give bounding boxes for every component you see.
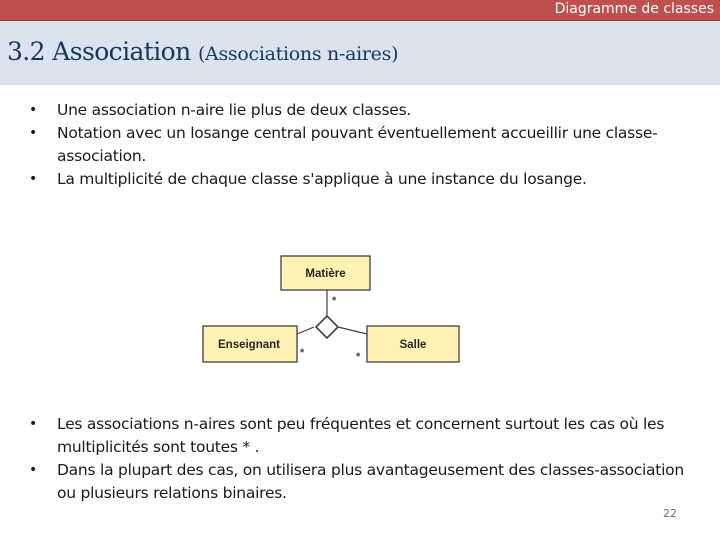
title-band: [0, 21, 720, 85]
class-name-salle: Salle: [399, 339, 427, 351]
class-name-enseignant: Enseignant: [218, 339, 280, 351]
n-ary-association-diagram: [196, 248, 466, 375]
slide-title-sub: (Associations n-aires): [197, 43, 399, 65]
bullet-item: [29, 459, 697, 505]
association-line-left: [297, 327, 314, 334]
section-title: Diagramme de classes: [554, 1, 714, 17]
bullet-text: Dans la plupart des cas, on utilisera plus avantageusement des classes-association ou plusieurs relations binaires.: [57, 461, 684, 502]
bullet-item: [29, 168, 697, 191]
page-number: 22: [663, 507, 677, 520]
bullet-text: La multiplicité de chaque classe s'applique à une instance du losange.: [57, 170, 587, 188]
bullet-text: Les associations n-aires sont peu fréquentes et concernent surtout les cas où les multiplicités sont toutes * .: [57, 415, 665, 456]
bullet-item: [29, 413, 697, 459]
bullet-icon: •: [29, 102, 38, 118]
bullet-text: Notation avec un losange central pouvant éventuellement accueillir une classe-association.: [57, 124, 658, 165]
bullet-list-top: [29, 99, 697, 191]
association-line-right: [338, 327, 367, 334]
header-bar: [0, 0, 720, 21]
association-diamond: [316, 316, 338, 338]
slide-title: [7, 37, 398, 66]
bullet-item: [29, 99, 697, 122]
bullet-text: Une association n-aire lie plus de deux classes.: [57, 101, 412, 119]
multiplicity-left: *: [300, 347, 305, 359]
bullet-item: [29, 122, 697, 168]
bullet-icon: •: [29, 462, 38, 478]
slide-title-main: 3.2 Association: [7, 37, 191, 66]
bullet-icon: •: [29, 416, 38, 432]
multiplicity-top: *: [332, 295, 337, 307]
bullet-icon: •: [29, 171, 38, 187]
bullet-list-bottom: [29, 413, 697, 505]
class-name-matiere: Matière: [305, 268, 346, 280]
bullet-icon: •: [29, 125, 38, 141]
multiplicity-right: *: [356, 351, 361, 363]
